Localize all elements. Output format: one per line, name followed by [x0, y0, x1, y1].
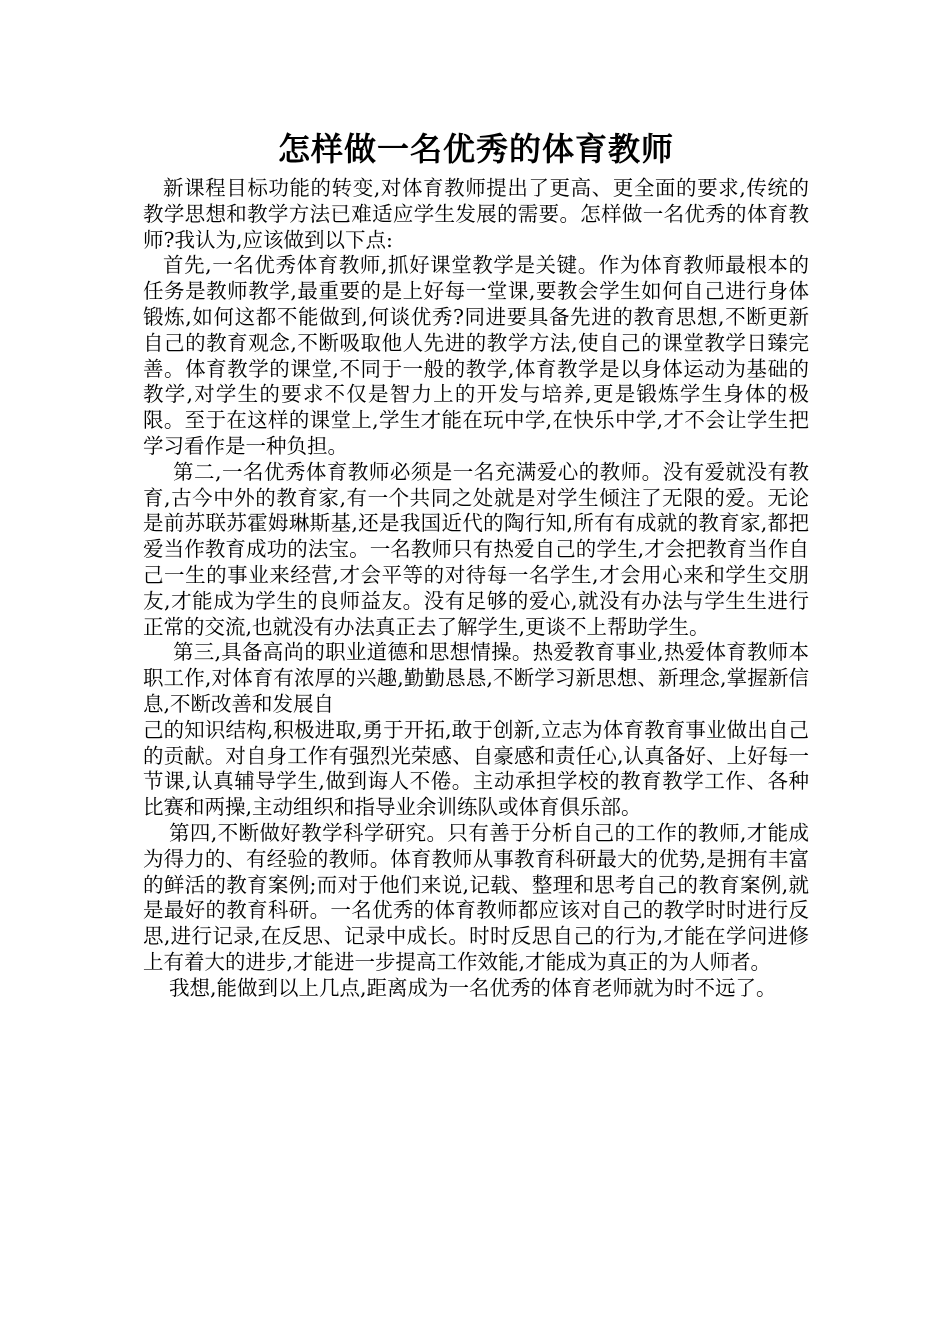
paragraph-fourth-point: 第四,不断做好教学科学研究。只有善于分析自己的工作的教师,才能成为得力的、有经验的教师。体育教师从事教育科研最大的优势,是拥有丰富的鲜活的教育案例;而对于他们来说,记载、整理和思考自己的教育案例,就是最好的教育科研。一名优秀的体育教师都应该对自己的教学时时进行反思,进行记录,在反思、记录中成长。时时反思自己的行为,才能在学问进修上有着大的进步,才能进一步提高工作效能,才能成为真正的为人师者。 [143, 820, 809, 974]
paragraph-third-point-continued: 己的知识结构,积极进取,勇于开拓,敢于创新,立志为体育教育事业做出自己的贡献。对自身工作有强烈光荣感、自豪感和责任心,认真备好、上好每一节课,认真辅导学生,做到诲人不倦。主动承担学校的教育教学工作、各种比赛和两操,主动组织和指导业余训练队或体育俱乐部。 [143, 717, 809, 820]
paragraph-conclusion: 我想,能做到以上几点,距离成为一名优秀的体育老师就为时不远了。 [169, 975, 777, 1000]
paragraph-third-point: 第三,具备高尚的职业道德和思想情操。热爱教育事业,热爱体育教师本职工作,对体育有浓厚的兴趣,勤勤恳恳,不断学习新思想、新理念,掌握新信息,不断改善和发展自 [143, 640, 809, 716]
page-title: 怎样做一名优秀的体育教师 [277, 130, 674, 168]
paragraph-second-point: 第二,一名优秀体育教师必须是一名充满爱心的教师。没有爱就没有教育,古今中外的教育家,有一个共同之处就是对学生倾注了无限的爱。无论是前苏联苏霍姆琳斯基,还是我国近代的陶行知,所有有成就的教育家,都把爱当作教育成功的法宝。一名教师只有热爱自己的学生,才会把教育当作自己一生的事业来经营,才会平等的对待每一名学生,才会用心来和学生交朋友,才能成为学生的良师益友。没有足够的爱心,就没有办法与学生生进行正常的交流,也就没有办法真正去了解学生,更谈不上帮助学生。 [143, 459, 809, 639]
paragraph-first-point: 首先,一名优秀体育教师,抓好课堂教学是关键。作为体育教师最根本的任务是教师教学,最重要的是上好每一堂课,要教会学生如何自己进行身体锻炼,如何这都不能做到,何谈优秀?同进要具备先进的教育思想,不断更新自己的教育观念,不断吸取他人先进的教学方法,使自己的课堂教学日臻完善。体育教学的课堂,不同于一般的教学,体育教学是以身体运动为基础的教学,对学生的要求不仅是智力上的开发与培养,更是锻炼学生身体的极限。至于在这样的课堂上,学生才能在玩中学,在快乐中学,才不会让学生把学习看作是一种负担。 [143, 253, 809, 458]
document-page [143, 122, 809, 1002]
paragraph-intro: 新课程目标功能的转变,对体育教师提出了更高、更全面的要求,传统的教学思想和教学方法已难适应学生发展的需要。怎样做一名优秀的体育教师?我认为,应该做到以下点: [143, 176, 809, 252]
